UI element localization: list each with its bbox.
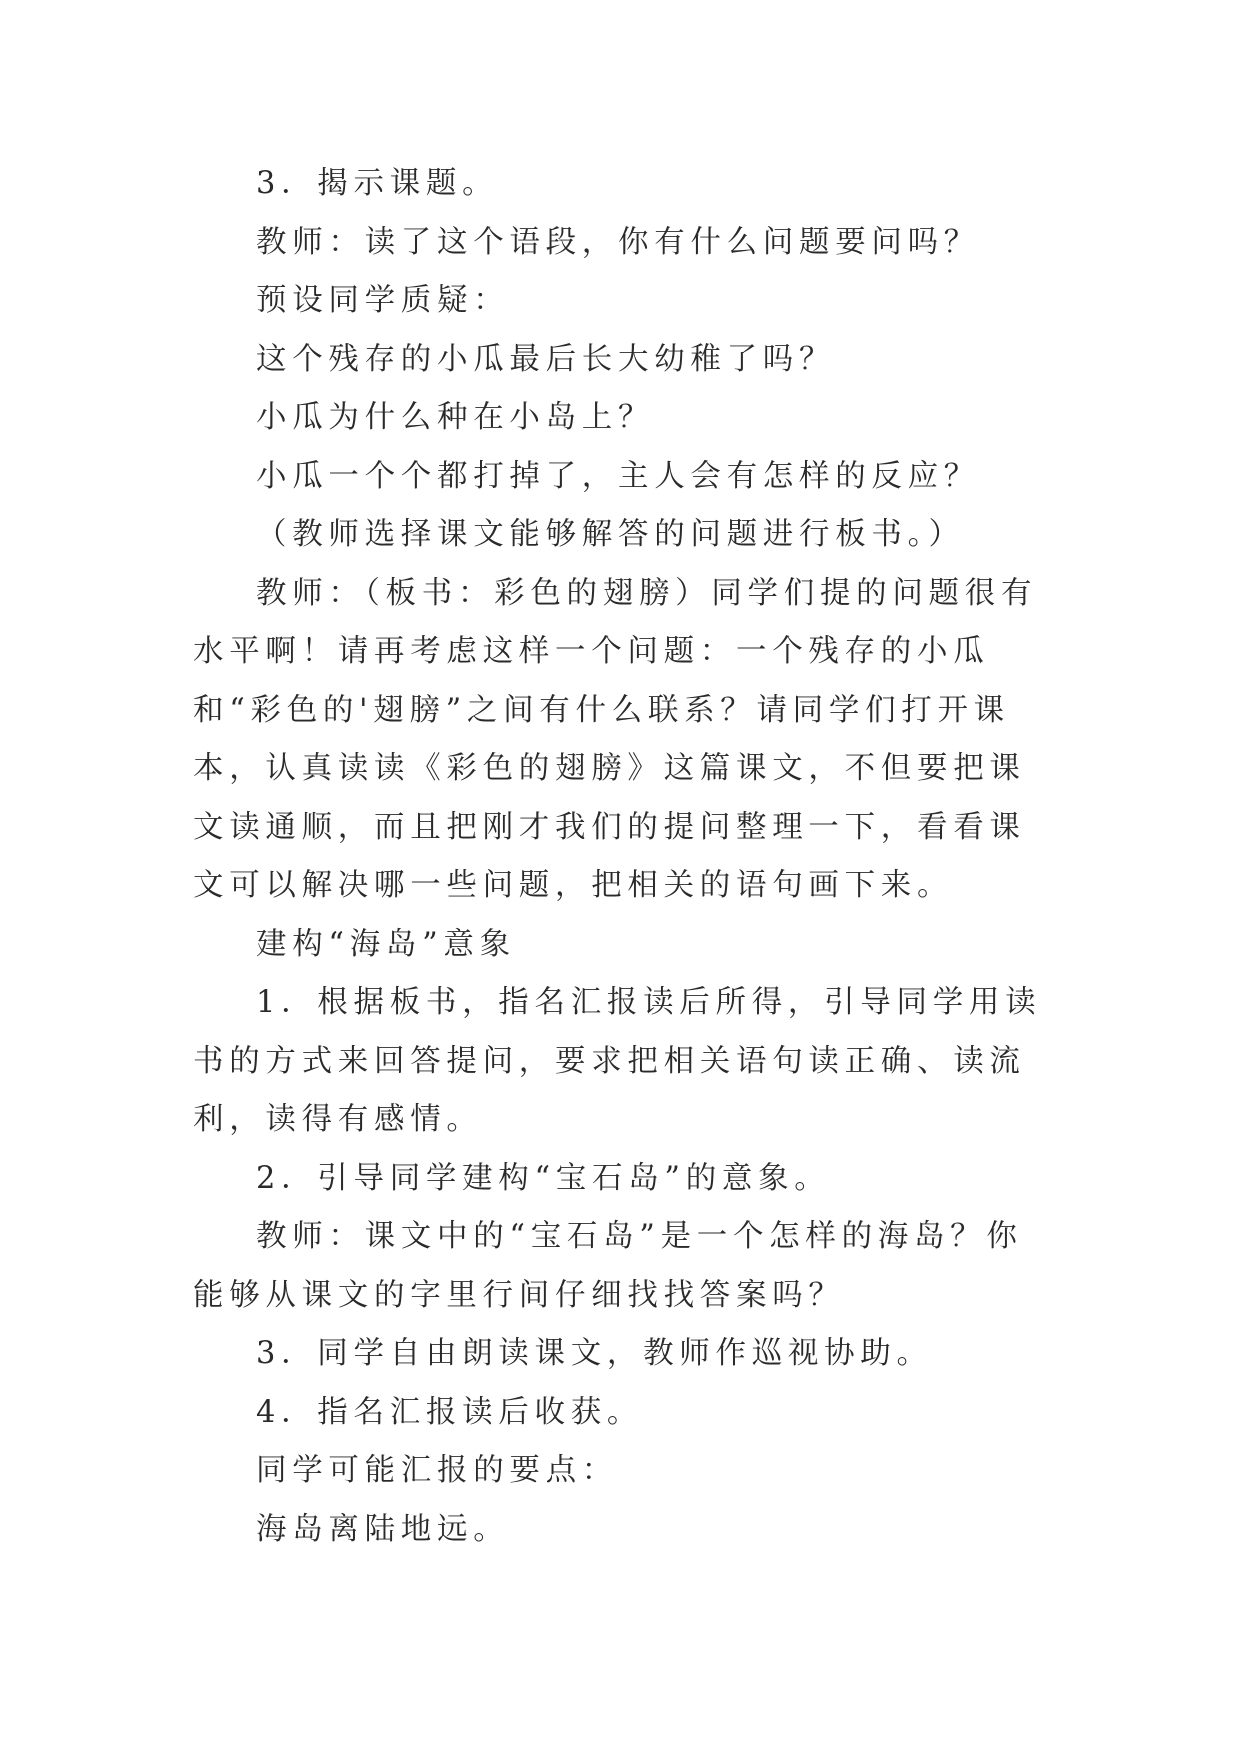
paragraph-teacher-question: 教师：读了这个语段，你有什么问题要问吗？ <box>256 224 980 260</box>
paragraph-step-1-report: 1．根据板书，指名汇报读后所得，引导同学用读书的方式来回答提问，要求把相关语句读正确、读流利，读得有感情。 <box>193 985 1042 1137</box>
paragraph-teacher-instruction: 教师：（板书：彩色的翅膀）同学们提的问题很有水平啊！请再考虑这样一个问题：一个残存的小瓜和“彩色的'翅膀”之间有什么联系？请同学们打开课本，认真读读《彩色的翅膀》这篇课文，不但要把课文读通顺，而且把刚才我们的提问整理一下，看看课文可以解决哪一些问题，把相关的语句画下来。 <box>193 575 1038 903</box>
paragraph-question-3: 小瓜一个个都打掉了，主人会有怎样的反应？ <box>256 458 980 494</box>
paragraph-report-points: 同学可能汇报的要点： <box>256 1453 618 1488</box>
paragraph-step-4-report-gains: 4．指名汇报读后收获。 <box>256 1394 644 1430</box>
paragraph-island-far: 海岛离陆地远。 <box>256 1511 510 1547</box>
paragraph-teacher-note: （教师选择课文能够解答的问题进行板书。） <box>256 517 965 552</box>
paragraph-step-3-read-aloud: 3．同学自由朗读课文，教师作巡视协助。 <box>256 1336 933 1371</box>
document-body <box>193 155 1053 1559</box>
paragraph-preset-student-questions: 预设同学质疑： <box>256 283 510 318</box>
paragraph-step-3-reveal-topic: 3．揭示课题。 <box>256 166 499 201</box>
paragraph-question-2: 小瓜为什么种在小岛上？ <box>256 400 655 435</box>
paragraph-teacher-gem-island: 教师：课文中的“宝石岛”是一个怎样的海岛？你能够从课文的字里行间仔细找找答案吗？ <box>193 1219 1023 1313</box>
section-heading-island-image: 建构“海岛”意象 <box>256 926 516 962</box>
paragraph-question-1: 这个残存的小瓜最后长大幼稚了吗？ <box>256 341 836 377</box>
paragraph-step-2-construct: 2．引导同学建构“宝石岛”的意象。 <box>256 1160 831 1196</box>
